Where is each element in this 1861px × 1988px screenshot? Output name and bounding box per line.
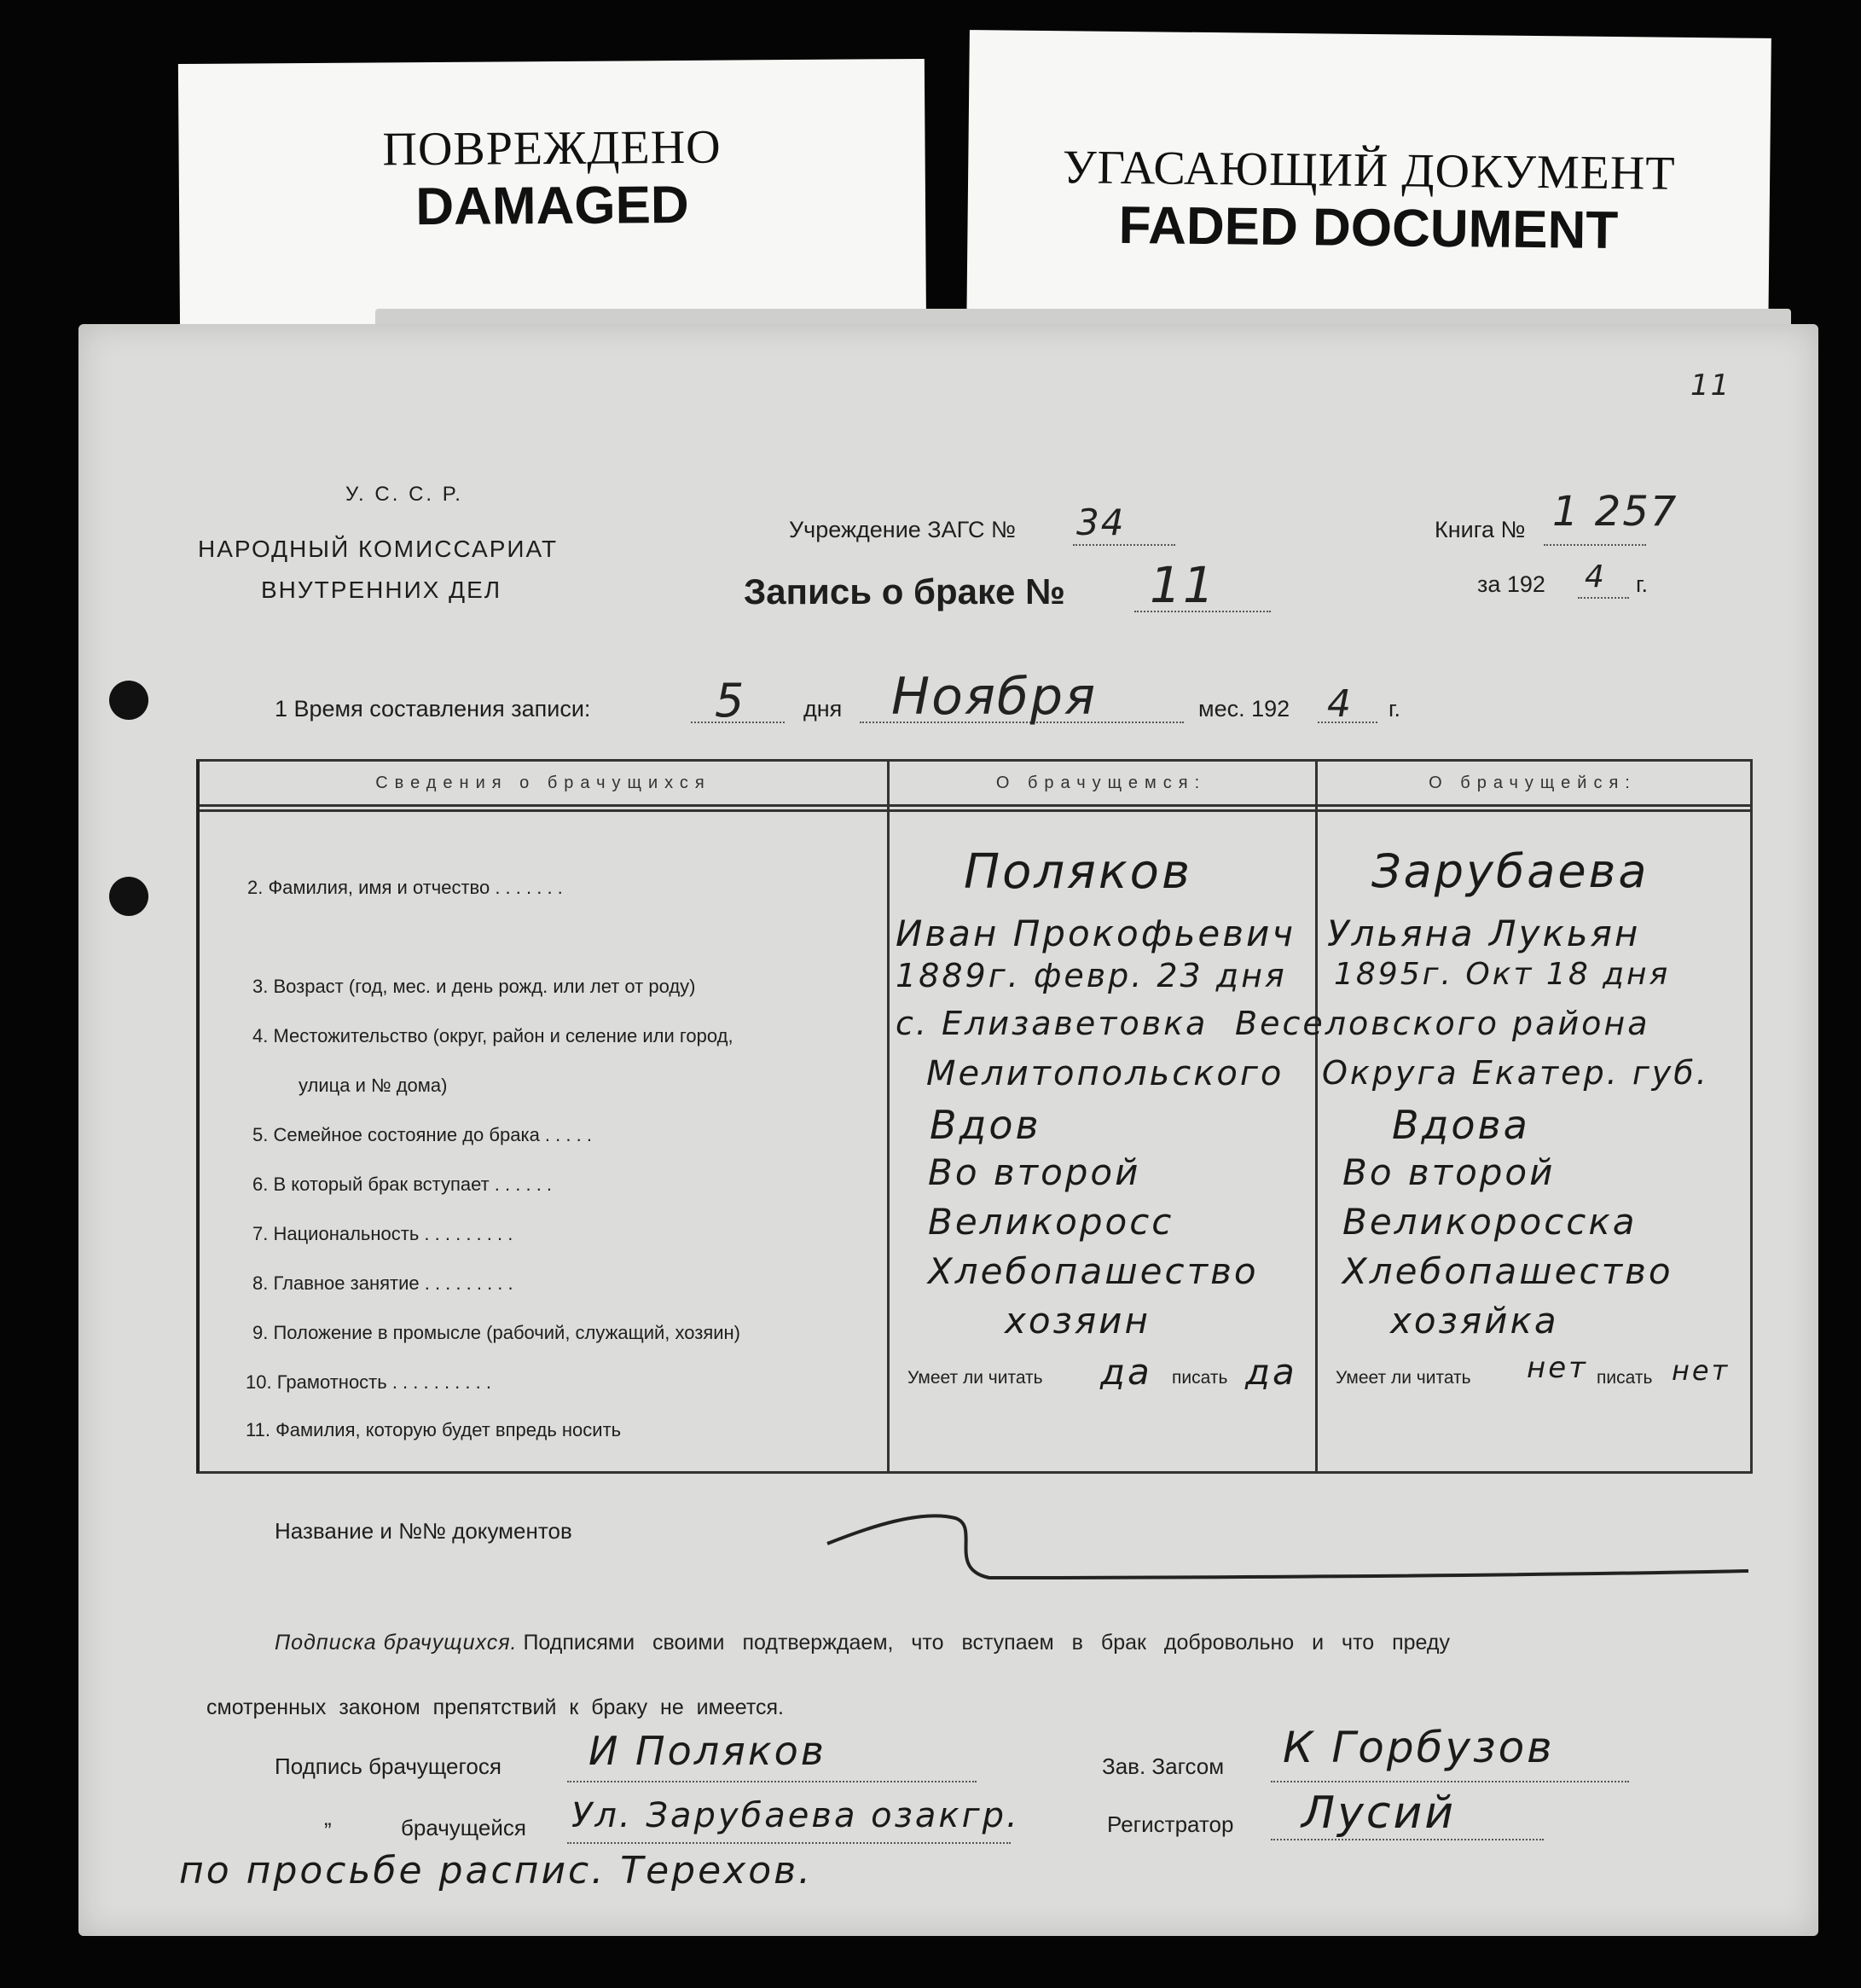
groom-name-patronymic: Иван Прокофьевич — [896, 913, 1296, 954]
col3-header: О брачущейся: — [1429, 774, 1637, 792]
col-divider-1 — [887, 762, 890, 1471]
groom-write: да — [1245, 1351, 1297, 1393]
documents-dash-stroke — [827, 1516, 1748, 1578]
corner-mark: 11 — [1690, 368, 1731, 403]
book-no-line — [1544, 544, 1646, 546]
groom-which-marriage: Во второй — [928, 1151, 1141, 1193]
groom-village: с. Елизаветовка — [896, 1005, 1209, 1042]
bride-read-label: Умеет ли читать — [1336, 1368, 1471, 1388]
faded-notice-ru: УГАСАЮЩИЙ ДОКУМЕНТ — [1062, 141, 1676, 200]
bride-signature-quote: „ — [324, 1805, 332, 1830]
commissariat-line-2: ВНУТРЕННИХ ДЕЛ — [261, 577, 502, 603]
groom-birth: 1889г. февр. 23 дня — [896, 957, 1287, 994]
registrar-signature: Лусий — [1302, 1788, 1457, 1839]
row-label-name: 2. Фамилия, имя и отчество . . . . . . . — [247, 877, 563, 898]
record-number: 11 — [1150, 556, 1216, 614]
bride-which-marriage: Во второй — [1342, 1151, 1556, 1193]
statement-line-1 — [275, 1631, 1450, 1655]
faded-notice — [966, 30, 1771, 345]
row-label-literacy: 10. Грамотность . . . . . . . . . . — [246, 1371, 491, 1393]
bride-name-patronymic: Ульяна Лукьян — [1327, 913, 1641, 954]
groom-occupation: Хлебопашество — [928, 1250, 1259, 1292]
row-label-occupation: 8. Главное занятие . . . . . . . . . — [252, 1272, 513, 1294]
time-mes-label: мес. 192 — [1198, 696, 1290, 722]
time-g: г. — [1389, 696, 1401, 722]
row-label-surname: 11. Фамилия, которую будет впредь носить — [246, 1419, 622, 1440]
head-signature-label: Зав. Загсом — [1102, 1753, 1225, 1779]
groom-read-label: Умеет ли читать — [907, 1368, 1043, 1388]
row-label-which-marriage: 6. В который брак вступает . . . . . . — [252, 1174, 553, 1195]
bride-signature-line — [567, 1842, 1011, 1844]
groom-signature-label: Подпись брачущегося — [275, 1753, 501, 1779]
documents-dash-mark — [819, 1492, 1757, 1595]
bride-surname: Зарубаева — [1371, 844, 1649, 898]
col-divider-2 — [1315, 762, 1318, 1471]
header-rule-2 — [200, 809, 1750, 812]
bride-write-label: писать — [1597, 1368, 1653, 1388]
zags-no-line — [1073, 544, 1175, 546]
groom-surname: Поляков — [964, 844, 1192, 900]
statement-line-2: смотренных законом препятствий к браку не имеется. — [206, 1695, 784, 1719]
bride-gubernia: Округа Екатер. губ. — [1322, 1054, 1709, 1092]
registrar-label: Регистратор — [1107, 1811, 1234, 1837]
time-day-label: дня — [803, 696, 843, 722]
time-label: 1 Время составления записи: — [275, 696, 591, 722]
documents-label: Название и №№ документов — [275, 1518, 572, 1544]
row-label-marital: 5. Семейное состояние до брака . . . . . — [252, 1124, 592, 1145]
bride-district: Веселовского района — [1235, 1005, 1650, 1042]
commissariat-line-1: НАРОДНЫЙ КОМИССАРИАТ — [198, 536, 559, 562]
bride-signature: Ул. Зарубаева озакгр. — [571, 1796, 1020, 1835]
year-line — [1578, 597, 1629, 599]
bride-nationality: Великоросска — [1342, 1201, 1638, 1243]
record-title: Запись о браке № — [744, 571, 1065, 611]
time-year-digit: 4 — [1327, 682, 1353, 726]
row-label-residence: 4. Местожительство (округ, район и селение или город, — [252, 1025, 733, 1046]
groom-write-label: писать — [1172, 1368, 1228, 1388]
row-label-nationality: 7. Национальность . . . . . . . . . — [252, 1223, 513, 1244]
faded-notice-en: FADED DOCUMENT — [1118, 195, 1619, 261]
bride-occupation: Хлебопашество — [1342, 1250, 1673, 1292]
book-label: Книга № — [1435, 517, 1526, 542]
year-suffix: г. — [1636, 571, 1649, 597]
groom-okrug: Мелитопольского — [926, 1054, 1284, 1093]
time-month: Ноября — [891, 667, 1098, 727]
col1-header: Сведения о брачущихся — [375, 774, 711, 792]
groom-nationality: Великоросс — [928, 1201, 1174, 1243]
damaged-notice-ru: ПОВРЕЖДЕНО — [382, 120, 722, 177]
col2-header: О брачущемся: — [995, 774, 1207, 792]
damaged-notice-en: DAMAGED — [415, 175, 689, 237]
bride-signature-label: брачущейся — [401, 1815, 526, 1840]
ussr-label: У. С. С. Р. — [345, 483, 463, 506]
book-number: 1 257 — [1552, 488, 1678, 536]
head-signature: К Горбузов — [1283, 1723, 1555, 1772]
binding-hole-bottom — [109, 877, 148, 916]
groom-position: хозяин — [1005, 1300, 1151, 1342]
groom-signature-line — [567, 1781, 977, 1782]
bride-marital: Вдова — [1392, 1102, 1530, 1148]
groom-read: да — [1100, 1351, 1152, 1393]
bride-birth: 1895г. Окт 18 дня — [1334, 957, 1671, 992]
year-label: за 192 — [1477, 571, 1545, 597]
bride-position: хозяйка — [1390, 1300, 1559, 1342]
row-label-position: 9. Положение в промысле (рабочий, служащий, хозяин) — [252, 1322, 740, 1343]
statement-italic: Подписка брачущихся. — [275, 1631, 518, 1655]
row-label-residence-2: улица и № дома) — [299, 1075, 448, 1096]
statement-text-1: Подписями своими подтверждаем, что вступаем в брак добровольно и что преду — [523, 1631, 1450, 1655]
head-signature-line — [1271, 1781, 1629, 1782]
row-label-age: 3. Возраст (год, мес. и день рожд. или лет от роду) — [252, 976, 696, 997]
damaged-notice — [178, 59, 926, 345]
bride-write: нет — [1672, 1354, 1731, 1387]
time-day: 5 — [715, 674, 746, 727]
zags-number: 34 — [1076, 501, 1126, 543]
bottom-note: по просьбе распис. Терехов. — [179, 1849, 814, 1892]
binding-hole-top — [109, 681, 148, 720]
registrar-line — [1271, 1839, 1544, 1840]
zags-label: Учреждение ЗАГС № — [789, 517, 1016, 542]
groom-signature: И Поляков — [588, 1728, 826, 1774]
groom-marital: Вдов — [930, 1102, 1041, 1148]
header-rule — [200, 804, 1750, 807]
bride-read: нет — [1527, 1351, 1588, 1385]
year-digit: 4 — [1585, 559, 1606, 594]
